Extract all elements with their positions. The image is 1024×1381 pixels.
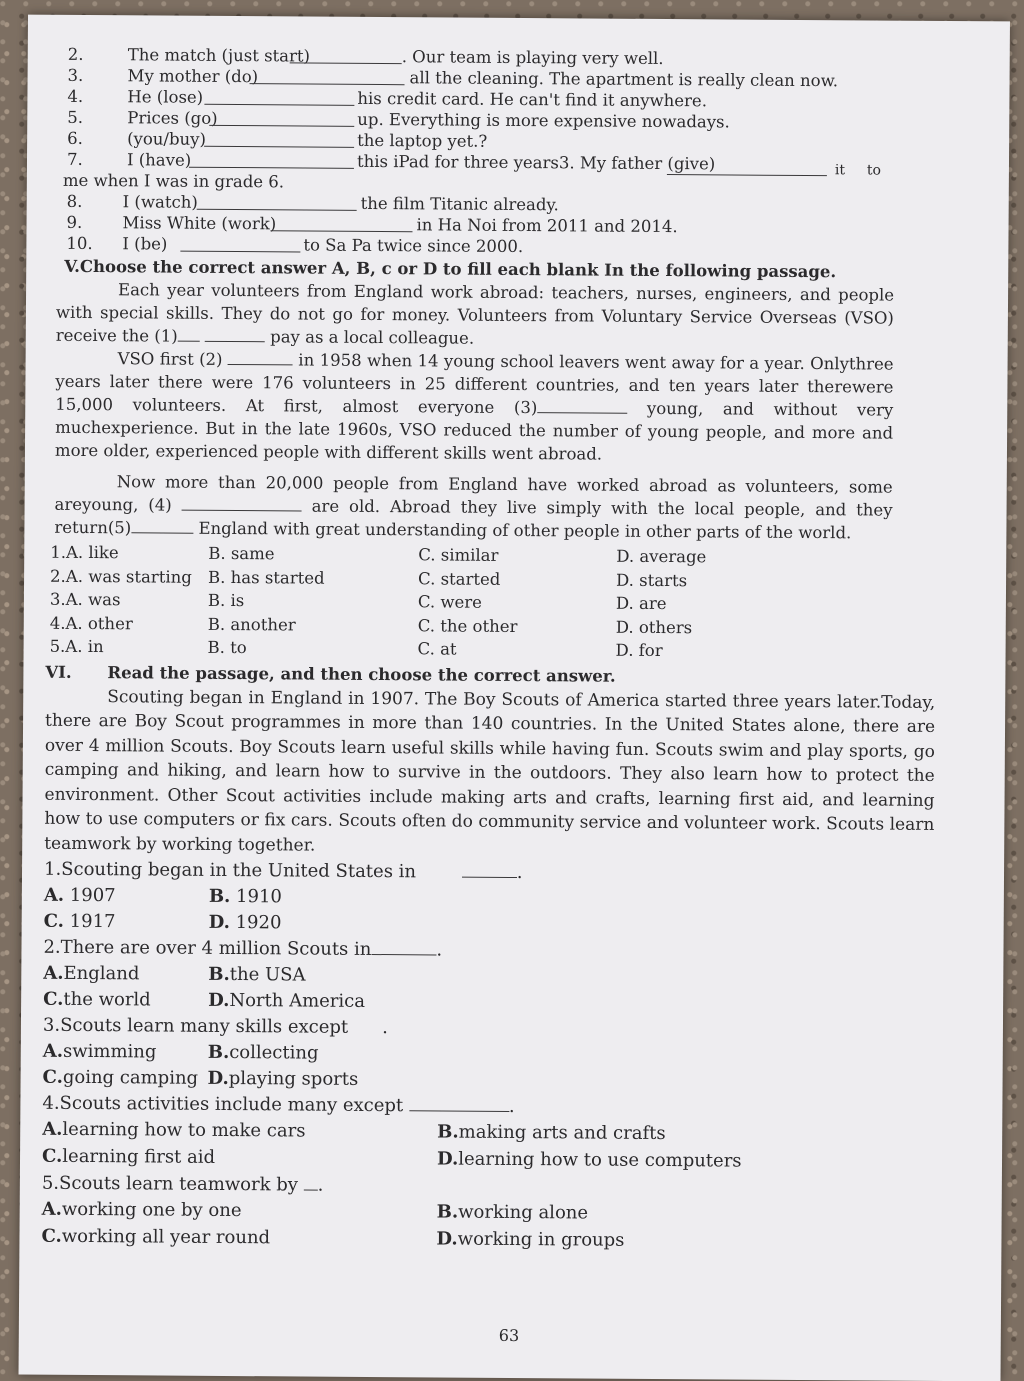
passage-text: VSO first (2)	[117, 349, 223, 369]
item-subject: Miss White (work)	[122, 213, 277, 234]
question-3: 3.Scouts learn many skills except .	[42, 1014, 388, 1039]
item-rest: . Our team is playing very well.	[401, 47, 664, 69]
item-tail: to	[866, 162, 882, 179]
answer-blank[interactable]	[462, 863, 517, 878]
option-a[interactable]: A. 1907	[43, 884, 116, 907]
item-subject: The match (just start)	[127, 45, 311, 66]
option-a[interactable]: A.working one by one	[41, 1198, 242, 1222]
item-number: 10.	[66, 233, 93, 254]
item-number: 9.	[66, 212, 83, 232]
item-subject: He (lose)	[127, 87, 204, 107]
question-5: 5.Scouts learn teamwork by .	[41, 1172, 324, 1196]
answer-blank[interactable]	[189, 149, 354, 169]
item-rest: in Ha Noi from 2011 and 2014.	[416, 215, 678, 237]
exercise-iv-list	[48, 43, 929, 259]
answer-blank[interactable]	[304, 1176, 318, 1191]
item-subject: I (have)	[126, 150, 192, 170]
option-d[interactable]: D.playing sports	[207, 1067, 359, 1090]
item-subject: (you/buy)	[127, 129, 207, 149]
answer-blank[interactable]	[290, 44, 402, 64]
option-d[interactable]: D.learning how to use computers	[436, 1148, 742, 1172]
question-4: 4.Scouts activities include many except .	[42, 1092, 515, 1117]
passage-text: young, and without very muchexperience. But in the late 1960s, VSO reduced the number of young people, and more and more older, experienced people with different skills went abroad.	[54, 398, 894, 464]
option-d[interactable]: D.working in groups	[436, 1228, 625, 1251]
page-number: 63	[498, 1325, 520, 1346]
question-text: 5.Scouts learn teamwork by	[41, 1172, 299, 1196]
section-vi-number: VI.	[45, 662, 72, 682]
item-number: 8.	[66, 191, 83, 211]
item-continuation: me when I was in grade 6.	[62, 170, 285, 192]
option-c[interactable]: C. similar	[418, 545, 499, 565]
option-c[interactable]: C. at	[417, 639, 457, 659]
question-2: 2.There are over 4 million Scouts in .	[43, 936, 443, 961]
item-rest: to Sa Pa twice since 2000.	[303, 235, 524, 257]
item-subject: My mother (do)	[127, 66, 259, 87]
item-rest: up. Everything is more expensive nowadays.	[357, 109, 730, 132]
item-number: 6.	[67, 128, 83, 148]
worksheet-page	[19, 15, 1010, 1381]
question-text: 3.Scouts learn many skills except	[42, 1014, 349, 1038]
option-b[interactable]: B.making arts and crafts	[437, 1121, 666, 1145]
option-b[interactable]: B. 1910	[208, 885, 282, 908]
answer-blank-5[interactable]	[131, 518, 193, 533]
passage-text: pay as a local colleague.	[270, 327, 475, 348]
answer-blank[interactable]	[180, 233, 300, 253]
answer-blank[interactable]	[667, 156, 827, 176]
answer-blank-1[interactable]	[178, 327, 200, 342]
option-c[interactable]: C. started	[418, 568, 501, 589]
answer-blank[interactable]	[409, 1096, 509, 1112]
option-a[interactable]: 3.A. was	[49, 589, 121, 610]
option-c[interactable]: C. were	[417, 592, 483, 612]
item-tail: it	[834, 162, 846, 179]
option-d[interactable]: D. others	[615, 617, 693, 637]
passage-text: Now more than 20,000 people from England have worked abroad as volunteers, some areyoung, (4)	[54, 472, 893, 515]
item-rest: this iPad for three years3. My father (give)	[356, 151, 716, 174]
option-b[interactable]: B.working alone	[436, 1201, 589, 1224]
section-v-passage	[46, 278, 894, 545]
option-d[interactable]: D. for	[615, 640, 663, 661]
option-d[interactable]: D. starts	[616, 570, 688, 590]
option-d[interactable]: D. average	[616, 546, 707, 567]
section-vi-passage: Scouting began in England in 1907. The Boy Scouts of America started three years later.Today, there are Boy Scout programmes in more than 140 countries. In the United States alone, there are over 4 million Scouts. Boy Scouts learn useful skills while having fun. Scouts swim and play sports, go camping and hiking, and learn how to survive in the outdoors. They also learn how to protect the environment. Other Scout activities include making arts and crafts, learning first aid, and learning how to use computers or fix cars. Scouts often do community service and volunteer work. Scouts learn teamwork by working together.	[44, 686, 936, 856]
answer-blank[interactable]	[271, 212, 413, 232]
option-b[interactable]: B. another	[207, 614, 296, 634]
item-number: 2.	[67, 44, 84, 64]
item-subject: I (be)	[122, 234, 168, 254]
section-vi-title: Read the passage, and then choose the correct answer.	[107, 662, 616, 686]
option-a[interactable]: A.swimming	[42, 1040, 157, 1063]
option-b[interactable]: B. same	[208, 543, 275, 564]
passage-text: in 1958 when 14 young school leavers went away for a year. Onlythree years later there were 176 volunteers in 25 different countries, and ten years later therewere 15,000 volunteers. At first, almost everyone (3)	[55, 350, 894, 418]
option-a[interactable]: 4.A. other	[49, 613, 133, 633]
option-c[interactable]: C. 1917	[43, 910, 116, 933]
option-a[interactable]: 5.A. in	[49, 636, 104, 657]
option-a[interactable]: 2.A. was starting	[50, 566, 192, 587]
option-d[interactable]: D. 1920	[208, 911, 282, 934]
section-v-title: V.Choose the correct answer A, B, c or D to fill each blank In the following passage.	[64, 256, 837, 282]
option-c[interactable]: C.working all year round	[41, 1225, 271, 1249]
passage-text: Each year volunteers from England work abroad: teachers, nurses, engineers, and people with special skills. They do not go for money. Volunteers from Voluntary Service Overseas (VSO) receive the (1)	[55, 280, 895, 346]
question-text: 2.There are over 4 million Scouts in	[43, 936, 372, 960]
answer-blank-2[interactable]	[228, 350, 293, 365]
answer-blank[interactable]	[371, 940, 436, 955]
item-subject: I (watch)	[122, 192, 198, 212]
answer-blank-1-cont[interactable]	[205, 327, 265, 342]
item-rest: his credit card. He can't find it anywhere.	[357, 88, 708, 111]
question-text: 1.Scouting began in the United States in	[43, 858, 417, 883]
item-rest: the laptop yet.?	[357, 130, 488, 151]
option-b[interactable]: B.collecting	[207, 1041, 319, 1064]
option-c[interactable]: C.going camping	[42, 1066, 199, 1089]
section-vi-questions	[41, 858, 924, 1258]
item-rest: all the cleaning. The apartment is really clean now.	[409, 68, 839, 91]
question-1: 1.Scouting began in the United States in .	[43, 858, 523, 884]
question-5-options-2	[41, 1225, 921, 1258]
passage-text: are old. Abroad they live simply with the local people, and they return(5)	[54, 496, 893, 538]
item-number: 3.	[67, 65, 84, 85]
option-d[interactable]: D.North America	[208, 989, 366, 1012]
option-d[interactable]: D. are	[615, 593, 667, 614]
answer-blank[interactable]	[209, 107, 354, 127]
answer-blank[interactable]	[197, 191, 357, 211]
answer-blank[interactable]	[204, 86, 354, 106]
item-rest: the film Titanic already.	[360, 193, 559, 215]
option-a[interactable]: A.England	[43, 962, 140, 985]
option-c[interactable]: C.the world	[43, 988, 151, 1011]
option-b[interactable]: B. to	[207, 637, 247, 658]
item-number: 7.	[66, 149, 83, 169]
item-number: 4.	[67, 86, 84, 106]
option-a[interactable]: 1.A. like	[50, 542, 119, 563]
passage-text: England with great understanding of other people in other parts of the world.	[198, 518, 852, 543]
option-b[interactable]: B. is	[207, 590, 245, 611]
answer-blank[interactable]	[250, 65, 405, 85]
option-c[interactable]: C. the other	[417, 615, 518, 636]
option-a[interactable]: A.learning how to make cars	[42, 1118, 306, 1142]
question-text: 4.Scouts activities include many except	[42, 1092, 404, 1117]
item-subject: Prices (go)	[127, 108, 218, 128]
answer-blank-3[interactable]	[537, 398, 627, 414]
answer-blank-4[interactable]	[182, 496, 302, 512]
option-b[interactable]: B.the USA	[208, 963, 306, 986]
answer-blank[interactable]	[204, 128, 354, 148]
option-b[interactable]: B. has started	[208, 567, 325, 588]
item-number: 5.	[67, 107, 84, 127]
worksheet-content	[41, 43, 936, 1258]
section-v-options	[46, 541, 927, 665]
option-c[interactable]: C.learning first aid	[41, 1145, 216, 1168]
